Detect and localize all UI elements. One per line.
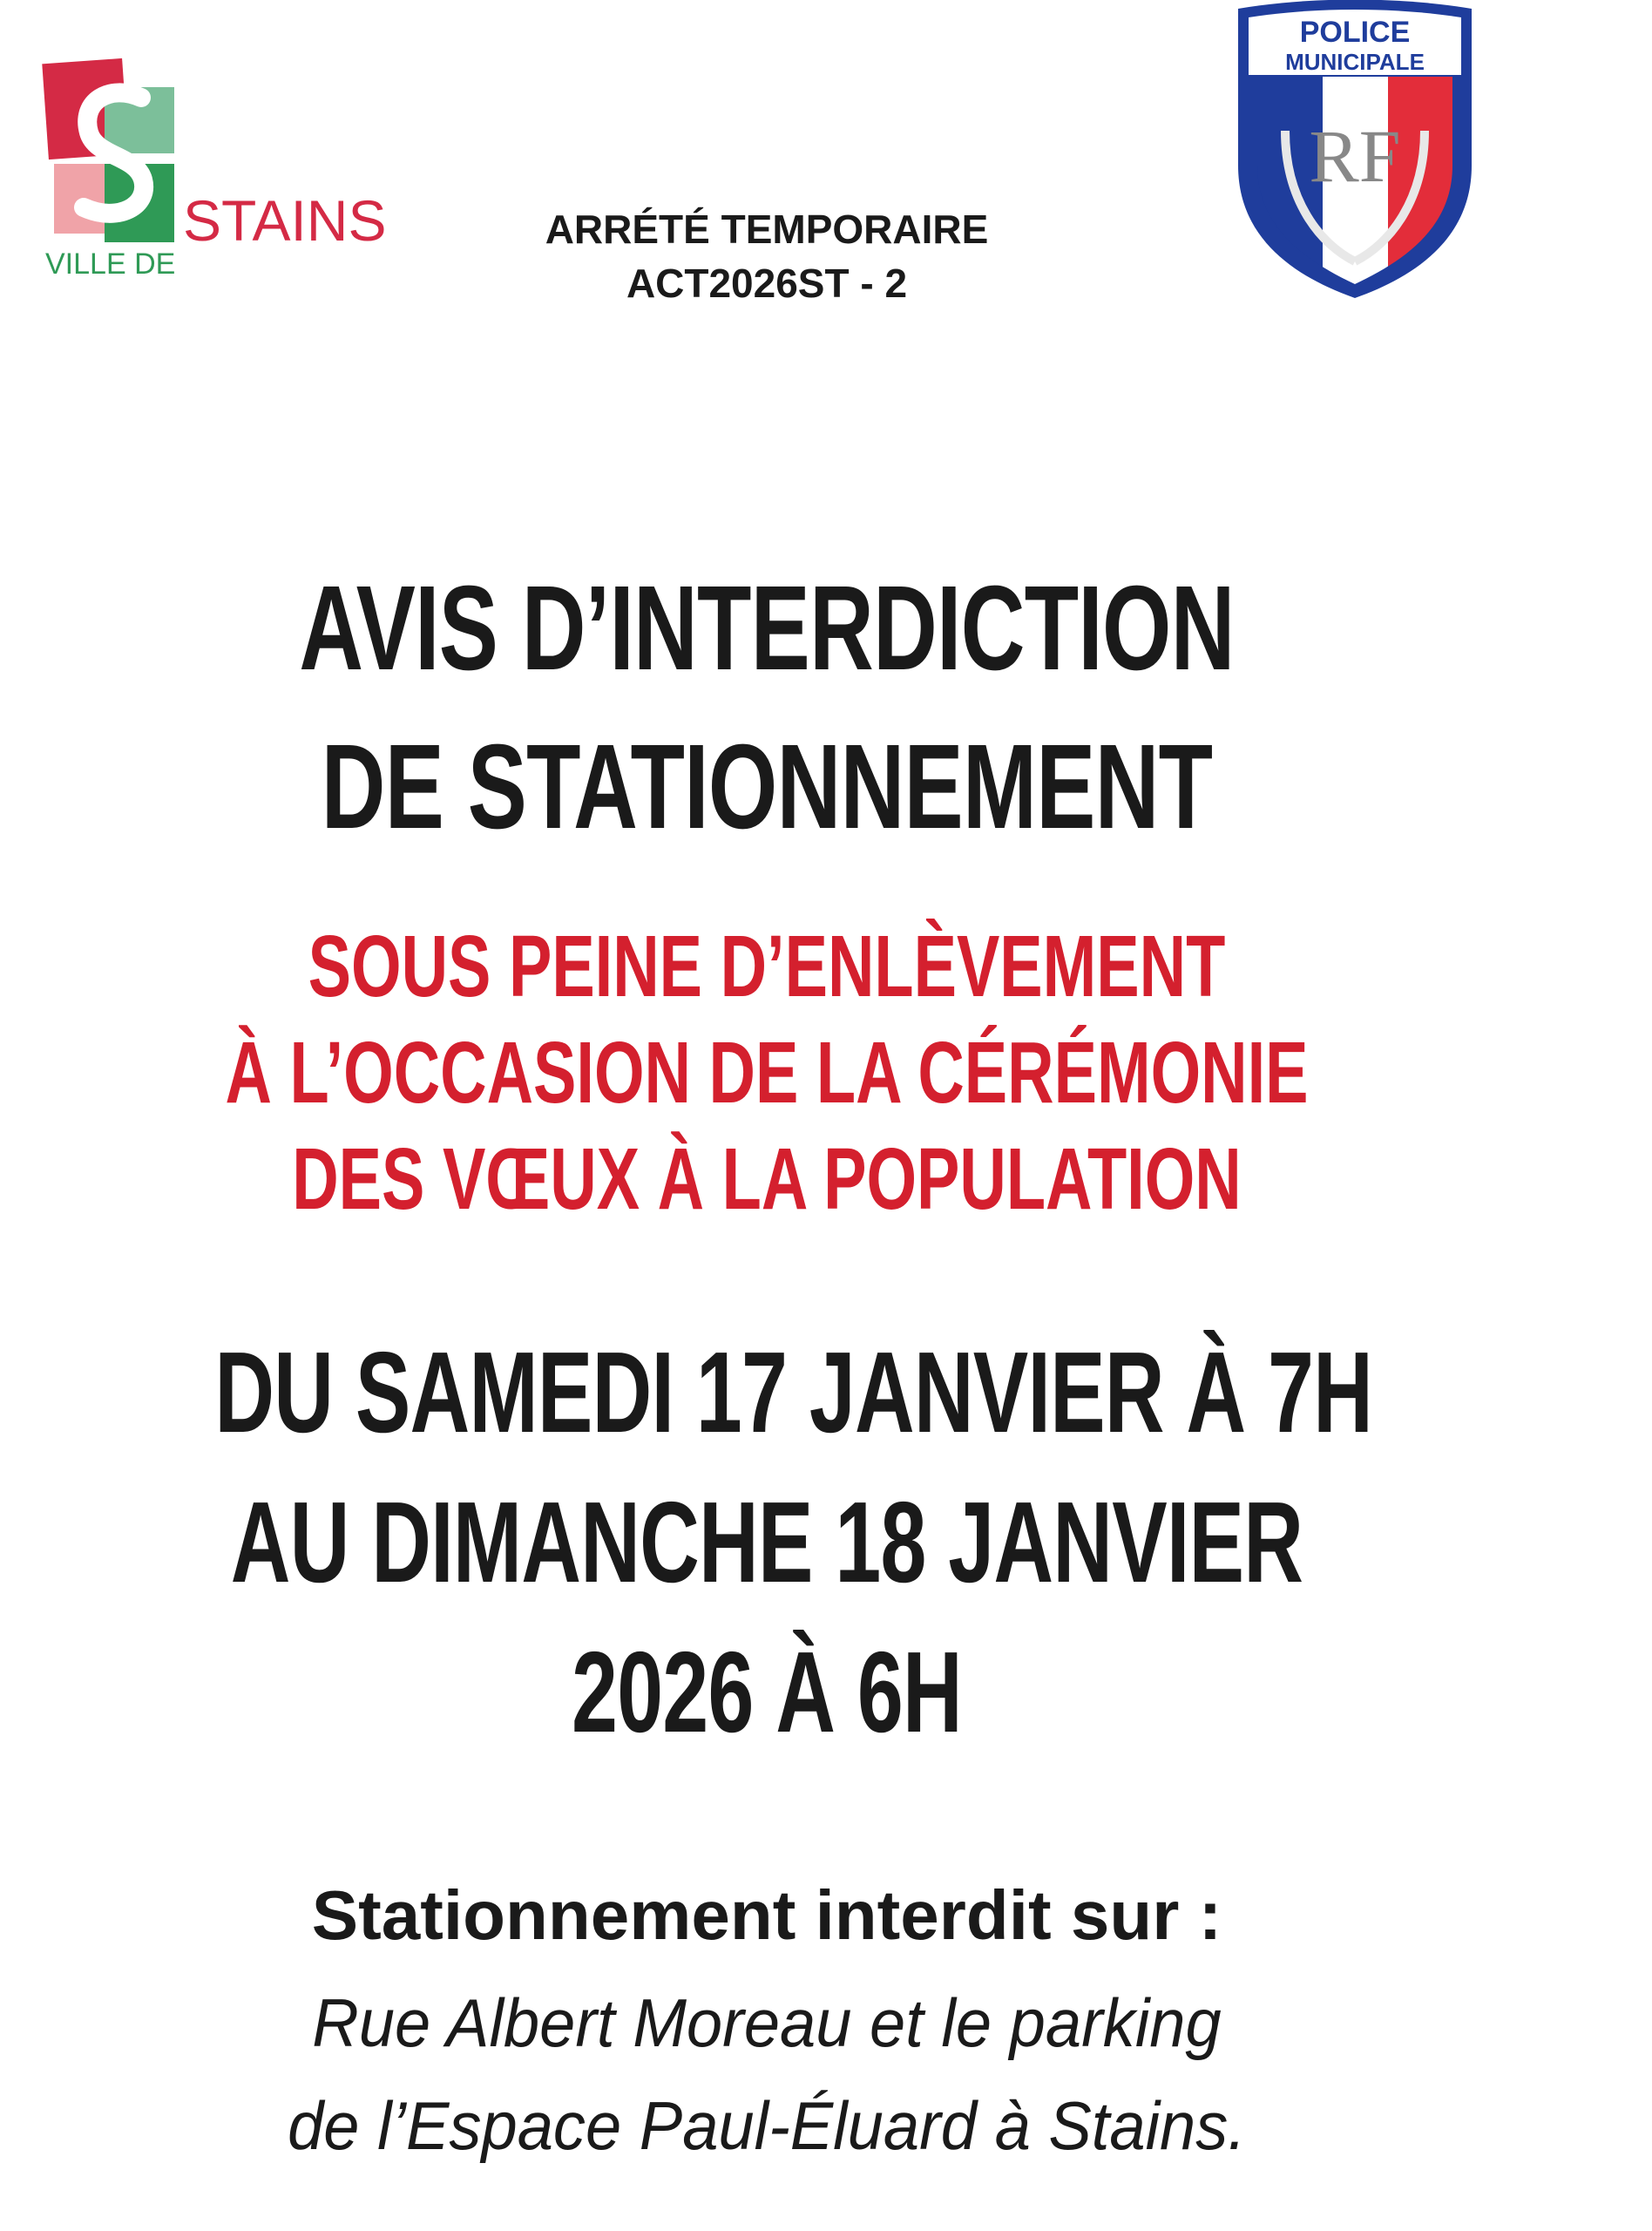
police-badge-graphic <box>1224 0 1486 305</box>
notice-title <box>200 549 1334 866</box>
arrete-type: ARRÉTÉ TEMPORAIRE <box>545 207 989 252</box>
badge-rf-monogram: RF <box>1309 114 1401 198</box>
notice-dates-line-1: DU SAMEDI 17 JANVIER À 7H <box>214 1328 1373 1456</box>
stains-logo-graphic <box>35 52 387 281</box>
ville-de-stains-logo <box>35 52 387 281</box>
notice-title-line-1: AVIS D’INTERDICTION <box>299 561 1235 695</box>
arrete-reference <box>436 202 1098 310</box>
notice-location-line-2: de l’Espace Paul-Éluard à Stains. <box>288 2087 1246 2164</box>
police-municipale-badge <box>1224 0 1486 305</box>
notice-warning-line-1: SOUS PEINE D’ENLÈVEMENT <box>308 918 1226 1015</box>
badge-police-label: POLICE <box>1299 16 1411 49</box>
notice-location-line-1: Rue Albert Moreau et le parking <box>312 1984 1222 2061</box>
logo-city-name: STAINS <box>183 188 387 253</box>
notice-warning-line-3: DES VŒUX À LA POPULATION <box>292 1130 1242 1228</box>
notice-title-line-2: DE STATIONNEMENT <box>321 720 1213 854</box>
notice-location-heading <box>0 1872 1534 1959</box>
notice-dates <box>214 1318 1373 1767</box>
notice-warning <box>200 913 1334 1232</box>
logo-ville-de: VILLE DE <box>45 248 176 281</box>
notice-location <box>38 1971 1495 2177</box>
arrete-number: ACT2026ST - 2 <box>626 261 908 306</box>
notice-location-heading-text: Stationnement interdit sur : <box>311 1876 1222 1954</box>
notice-dates-line-3: 2026 À 6H <box>572 1628 962 1756</box>
badge-municipale-label: MUNICIPALE <box>1285 49 1425 75</box>
notice-warning-line-2: À L’OCCASION DE LA CÉRÉMONIE <box>225 1024 1309 1122</box>
notice-dates-line-2: AU DIMANCHE 18 JANVIER <box>230 1478 1303 1606</box>
